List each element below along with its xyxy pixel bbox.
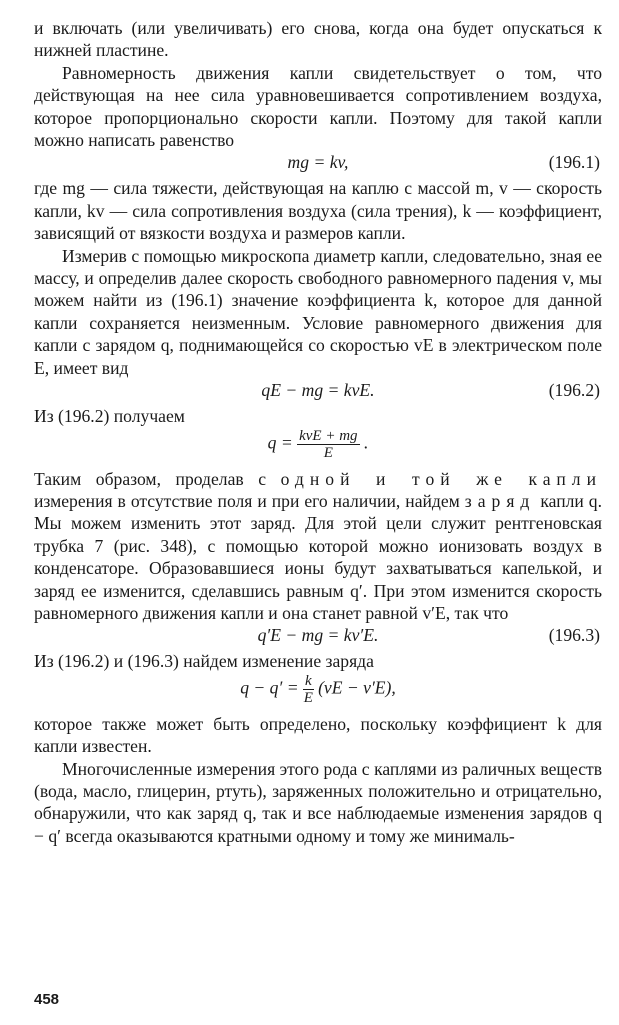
emphasized-text: одной и той же капли — [280, 468, 602, 489]
numerator: k — [304, 672, 312, 689]
equation-number: (196.2) — [548, 380, 600, 401]
paragraph-measurements: Многочисленные измерения этого рода с каплями из раличных веществ (вода, масло, глицерин, ртуть), заряженных положительно и отрицательно, обнаружили, что как заряд q, так и все наблюдаемые изменения зарядов q − q′ всегда оказываются кратными одному и тому же минималь- — [34, 758, 602, 846]
equation-lhs: q = — [267, 432, 293, 453]
fraction — [297, 428, 359, 461]
equation-charge-difference — [34, 673, 602, 713]
equation-196-2 — [34, 379, 602, 405]
equation-rhs: (vE − v′E), — [318, 677, 396, 698]
text-run: Таким образом, проделав с — [34, 468, 267, 489]
equation-number: (196.3) — [548, 625, 600, 646]
denominator: E — [323, 444, 333, 461]
text-run: капли q. Мы можем изменить этот заряд. Для этой цели служит рентгеновская трубка 7 (рис. 348), с помощью которой можно ионизовать воздух в конденсаторе. Образовавшиеся ионы будут захватываться капелькой, и заряд ее изменится, сделавшись равным q′. При этом изменится скорость равномерного движения капли и она станет равной v′E, так что — [34, 490, 602, 623]
equation-end: . — [363, 432, 369, 453]
equation-body: q′E − mg = kv′E. — [257, 625, 379, 646]
emphasized-text: заряд — [464, 490, 536, 511]
page-number: 458 — [34, 991, 60, 1008]
page-text — [34, 17, 602, 847]
equation-body: qE − mg = kvE. — [261, 380, 375, 401]
paragraph-uniform-motion: Равномерность движения капли свидетельствует о том, что действующая на нее сила уравновешивается сопротивлением воздуха, которое пропорционально скорости капли. Поэтому для такой капли можно написать равенство — [34, 62, 602, 151]
denominator: E — [303, 689, 313, 706]
fraction — [303, 673, 314, 706]
paragraph-same-drop — [34, 468, 602, 625]
paragraph-microscope: Измерив с помощью микроскопа диаметр капли, следовательно, зная ее массу, и определив далее скорость свободного равномерного падения v, мы можем найти из (196.1) значение коэффициента k, которое для данной капли сохраняется неизменным. Условие равномерного движения для капли с зарядом q, поднимающейся со скоростью vE в электрическом поле E, имеет вид — [34, 245, 602, 378]
equation-lhs: q − q′ = — [240, 677, 299, 698]
equation-196-1 — [34, 151, 602, 177]
text-run: измерения в отсутствие поля и при его наличии, найдем — [34, 490, 460, 511]
equation-196-3 — [34, 624, 602, 650]
paragraph-continuation: и включать (или увеличивать) его снова, когда она будет опускаться к нижней пластине. — [34, 18, 602, 61]
paragraph-known-coefficient: которое также может быть определено, поскольку коэффициент k для капли известен. — [34, 713, 602, 757]
numerator: kvE + mg — [299, 427, 358, 444]
equation-number: (196.1) — [548, 152, 600, 173]
paragraph-definitions: где mg — сила тяжести, действующая на каплю с массой m, v — скорость капли, kv — сила сопротивления воздуха (сила трения), k — коэффициент, зависящий от вязкости воздуха и размеров капли. — [34, 178, 602, 244]
paragraph-from-196-2: Из (196.2) получаем — [34, 406, 185, 427]
equation-body: mg = kv, — [287, 152, 349, 173]
equation-charge — [34, 428, 602, 468]
paragraph-charge-change: Из (196.2) и (196.3) найдем изменение заряда — [34, 651, 374, 672]
